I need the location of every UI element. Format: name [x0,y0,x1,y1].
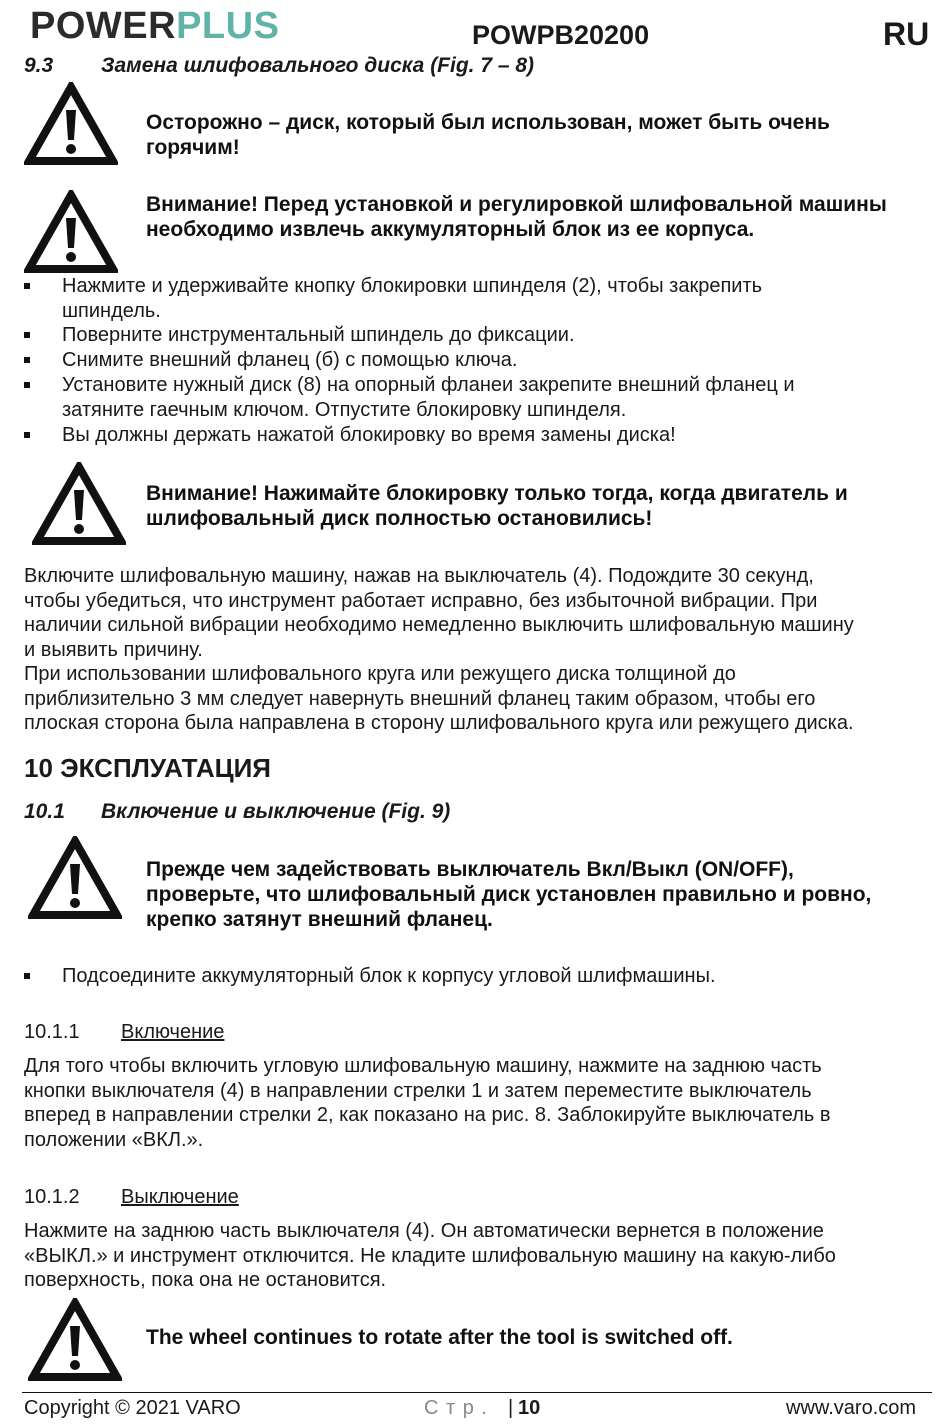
section-title: Замена шлифовального диска (Fig. 7 – 8) [101,54,535,77]
warning-triangle-icon [28,836,122,920]
paragraph [24,1054,830,1152]
warning-text: The wheel continues to rotate after the tool is switched off. [146,1326,733,1349]
section-number: 9.3 [24,54,54,77]
bullet-marker [24,973,30,979]
warning-line: крепко затянут внешний фланец. [146,908,493,931]
warning-text [146,192,887,242]
paragraph [24,564,854,736]
warning-line: проверьте, что шлифовальный диск установлен правильно и ровно, [146,883,872,906]
brand-logo [30,4,279,48]
paragraph-line: Для того чтобы включить угловую шлифовальную машину, нажмите на заднюю часть [24,1055,822,1077]
list-item-line: затяните гаечным ключом. Отпустите блокировку шпинделя. [62,398,627,421]
subsection-number: 10.1.2 [24,1186,80,1208]
logo-text-power: POWER [30,5,177,47]
warning-line: горячим! [146,136,240,159]
subsection-title: Включение [121,1021,225,1043]
copyright: Copyright © 2021 VARO [24,1397,241,1419]
list-item-line: Установите нужный диск (8) на опорный фланеи закрепите внешний фланец и [62,374,795,396]
paragraph-line: «ВЫКЛ.» и инструмент отключится. Не кладите шлифовальную машину на какую-либо [24,1244,836,1267]
paragraph-line: и выявить причину. [24,638,203,661]
section-title: Включение и выключение (Fig. 9) [101,800,451,823]
paragraph-line: наличии сильной вибрации необходимо немедленно выключить шлифовальную машину [24,614,854,636]
subsection-number: 10.1.1 [24,1021,80,1043]
warning-line: Прежде чем задействовать выключатель Вкл/Выкл (ON/OFF), [146,858,794,881]
warning-text [146,481,848,531]
paragraph-line: плоская сторона была направлена в сторону шлифовального круга или режущего диска. [24,712,854,734]
warning-triangle-icon [32,462,126,546]
paragraph [24,1219,836,1293]
paragraph-line: вперед в направлении стрелки 2, как показано на рис. 8. Заблокируйте выключатель в [24,1104,831,1126]
subsection-title: Выключение [121,1186,239,1208]
warning-line: Осторожно – диск, который был использован, может быть очень [146,111,830,134]
model-number: POWPB20200 [472,20,650,50]
paragraph-line: Включите шлифовальную машину, нажав на выключатель (4). Подождите 30 секунд, [24,565,814,587]
bullet-marker [24,357,30,363]
bullet-marker [24,432,30,438]
warning-triangle-icon [28,1298,122,1382]
paragraph-line: При использовании шлифовального круга или режущего диска толщиной до [24,663,736,685]
warning-line: шлифовальный диск полностью остановились! [146,507,653,530]
warning-triangle-icon [24,190,118,274]
list-item-line: Вы должны держать нажатой блокировку во время замены диска! [62,424,676,446]
warning-line: необходимо извлечь аккумуляторный блок из ее корпуса. [146,218,755,241]
website-url: www.varo.com [786,1397,917,1419]
list-item-line: Снимите внешний фланец (б) с помощью ключа. [62,349,518,371]
warning-line: Внимание! Нажимайте блокировку только тогда, когда двигатель и [146,482,848,505]
language-code: RU [883,16,930,52]
warning-text [146,857,871,932]
list-item-line: шпиндель. [62,299,161,322]
page-separator: | [508,1397,514,1419]
list-item-line: Нажмите и удерживайте кнопку блокировки шпинделя (2), чтобы закрепить [62,275,763,297]
list-item-line: Поверните инструментальный шпиндель до фиксации. [62,324,575,346]
footer-divider [22,1392,932,1393]
list-item-line: Подсоедините аккумуляторный блок к корпусу угловой шлифмашины. [62,965,716,987]
section-number: 10.1 [24,800,65,823]
page-number: 10 [518,1397,541,1419]
paragraph-line: поверхность, пока она не остановится. [24,1269,387,1291]
chapter-heading: 10 ЭКСПЛУАТАЦИЯ [24,753,271,783]
bullet-marker [24,283,30,289]
warning-triangle-icon [24,82,118,166]
warning-text [146,110,830,160]
warning-line: Внимание! Перед установкой и регулировкой шлифовальной машины [146,193,887,216]
bullet-marker [24,332,30,338]
bullet-marker [24,382,30,388]
paragraph-line: положении «ВКЛ.». [24,1128,204,1151]
paragraph-line: чтобы убедиться, что инструмент работает исправно, без избыточной вибрации. При [24,589,818,612]
paragraph-line: кнопки выключателя (4) в направлении стрелки 1 и затем переместите выключатель [24,1079,812,1102]
logo-text-plus: PLUS [176,5,280,47]
page-label: С т р . [424,1397,488,1419]
paragraph-line: приблизительно 3 мм следует навернуть внешний фланец таким образом, чтобы его [24,687,816,710]
paragraph-line: Нажмите на заднюю часть выключателя (4). Он автоматически вернется в положение [24,1220,824,1242]
